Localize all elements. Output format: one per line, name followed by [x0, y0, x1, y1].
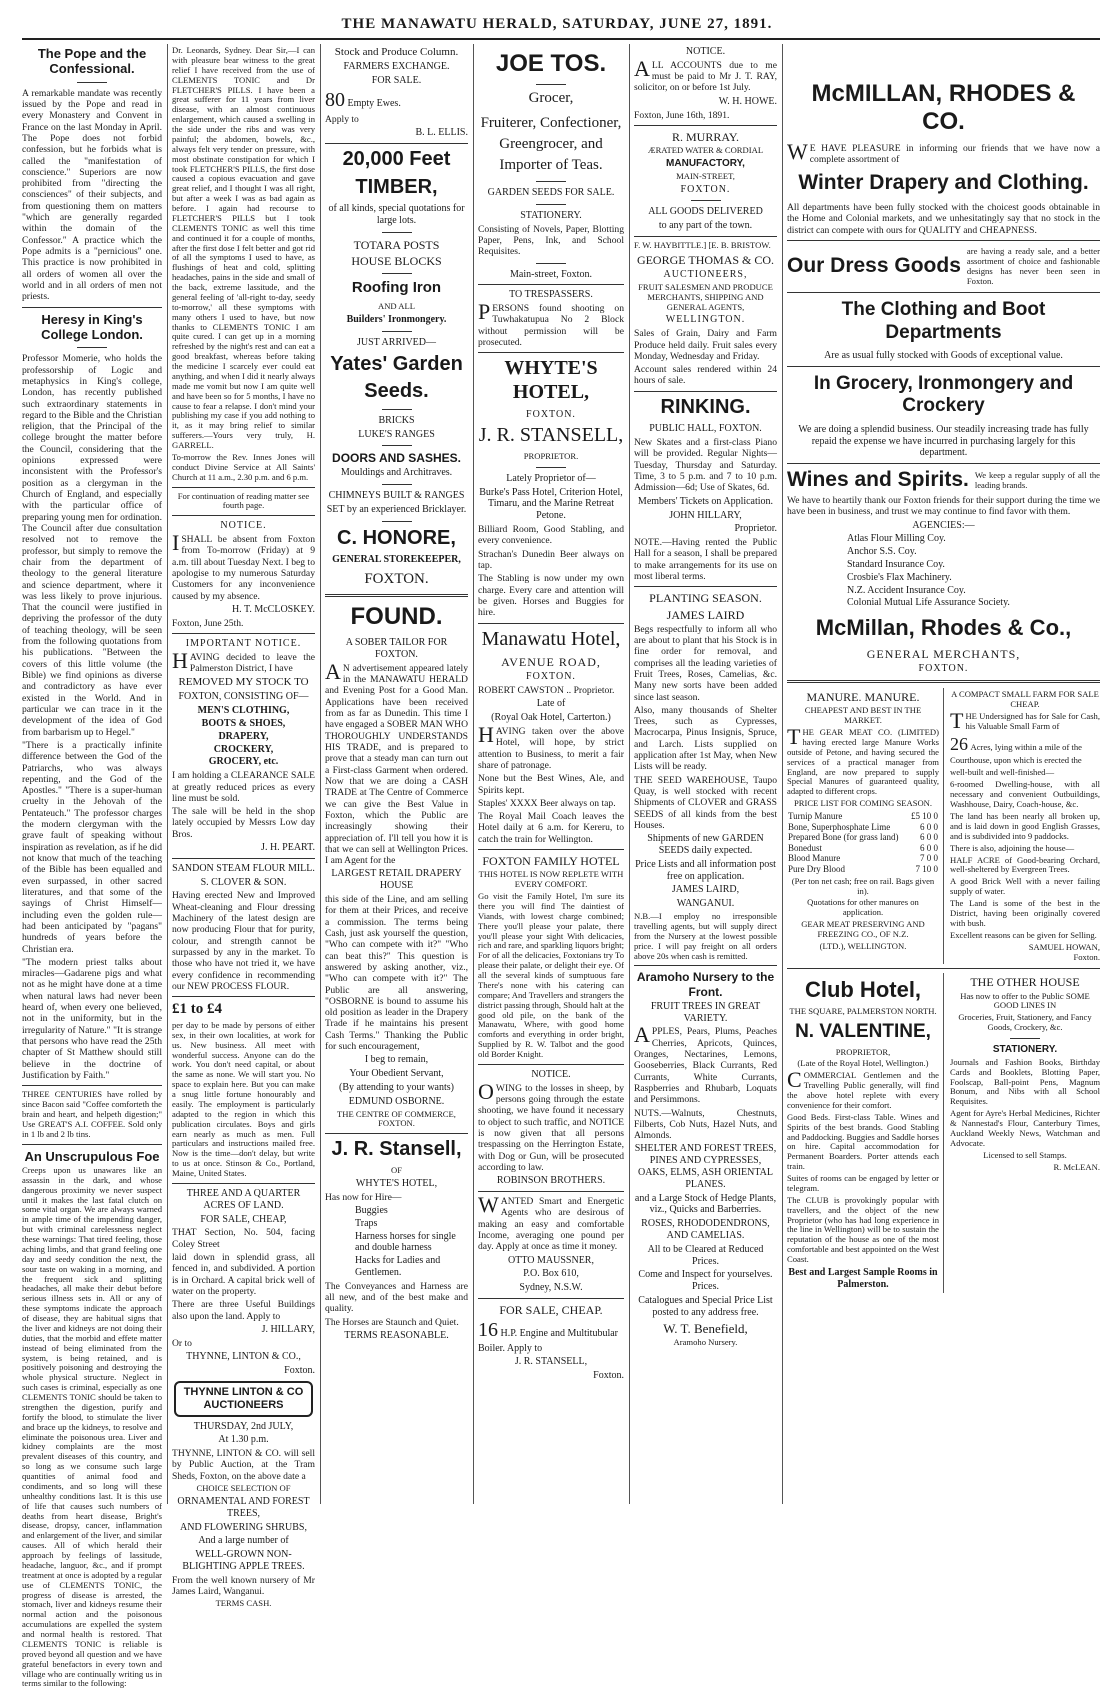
column-5: NOTICE. ALL ACCOUNTS due to me must be paid to Mr J. T. RAY, solicitor, on or before 1st July. W. H. HOWE. Foxton, June 16th, 1891. R. MURRAY. ÆRATED WATER & CORDIAL MANUFACTORY, MAIN-STREET, FOXTON. ALL GOODS DELIVERED to any part of the town. F. W. HAYBITTLE.] [E. B. BRISTOW. GEORGE THOMAS & CO. AUCTIONEERS, FRUIT SALESMEN AND PRODUCE MERCHANTS, SHIPPING AND GENERAL AGENTS, WELLINGTON. Sales of Grain, Dairy and Farm Produce held daily. Fruit sales every Monday, Wednesday and Friday. Account sales rendered within 24 hours of sale. RINKING. PUBLIC HALL, FOXTON. New Skates and a first-class Piano will be provided. Regular Nights—Tuesday, Thursday and Saturday. Time, 3 to 5 p.m. and 7 to 10 p.m. Admission—6d; Use of Skates, 6d. Members' Tickets on Application. JOHN HILLARY, Proprietor. NOTE.—Having rented the Public Hall for a season, I shall be prepared to make arrangements for its use on most liberal terms. PLANTING SEASON. JAMES LAIRD Begs respectfully to inform all who are about to plant that his Stock is in fine order for removal, and comprises all the leading varieties of Fruit Trees, Roses, Camelias, &c. Many new sorts have been added since last season. Also, many thousands of Shelter Trees, such as Cypresses, Macrocarpa, Pinus Insignis, Spruce, and Larch. Lists supplied on application after 1st May, when New Lists will be ready. THE SEED WAREHOUSE, Taupo Quay, is well stocked with recent Shipments of CLOVER and GRASS SEEDS of all kinds from the best Houses. Shipments of new GARDEN SEEDS daily expected. Price Lists and all information post free on application. JAMES LAIRD, WANGANUI. N.B.—I employ no irresponsible travelling agents, but will supply direct from the Nursery at the lowest possible price. I will pay freight on all orders above 20s when cash is remitted. Aramoho Nursery to the Front. FRUIT TREES IN GREAT VARIETY. APPLES, Pears, Plums, Peaches Cherries, Apricots, Quinces, Oranges, Nectarines, Lemons, Gooseberries, Black Currants, Red Currants, White Currants, Raspberries and Rhubarb, Loquats and Persimmons. NUTS.—Walnuts, Chestnuts, Filberts, Cob Nuts, Hazel Nuts, and Almonds. SHELTER AND FOREST TREES, PINES AND CYPRESSES, OAKS, ELMS, ASH ORIENTAL PLANES. and a Large Stock of Hedge Plants, viz., Quicks and Barberries. ROSES, RHODODENDRONS, AND CAMELIAS. All to be Cleared at Reduced Prices. Come and Inspect for yourselves. Prices. Catalogues and Special Price List posted to any address free. W. T. Benefield, Aramoho Nursery.	[634, 46, 777, 1347]
article-body: Creeps upon us unawares like an assassin in the dark, and whose dangerous proximity we never suspect until it makes the last fatal clutch on some vital organ. We are always warned in ample time of the impending danger, but with criminal carelessness neglect these warnings: That tired feeling, those aching limbs, and that grand feeling one day and seedy condition the next, the sour taste on waking in a morning, and the frequent sick and splitting headaches, all make their debut before serious illness sets in. All or any of these symptoms indicate the approach of disease, they are habitual signs that the liver and kidneys are not doing their duties, that the morbid and effete matter instead of being eliminated from the system, is being retained, and is positively poisoning and destroying the whole physical structure. Neglect in such cases is criminal, especially as one CLEMENTS TONIC should be taken to strengthen the digestion, purify and fortify the blood, to stimulate the liver and brace up the kidneys, to resolve and eliminate the poisonous urea. Liver and kidney complaints are the most prevalent diseases of this country, and so long as we consume such large quantities of animal food and condiments, and so long will these unhealthy conditions last. It is this use of life that causes such numbers of deaths from heart disease, Bright's disease, dropsy, cancer, inflammation and enlargement of the liver, and similar causes. All of which herald their approach by feelings of lassitude, headache, languor, &c., and if prompt treatment at once is adopted by a regular use of CLEMENTS TONIC, the progress of disease is arrested, the stomach, liver and kidneys resume their normal action and the poisonous accumulations are expelled the system and normal health is restored. That CLEMENTS TONIC is reliable is proved beyond all question and we have grateful benefactors in every town and village who are continually writing us in terms similar to the following:	[22, 1164, 162, 1689]
auctioneers-logo: THYNNE LINTON & CO AUCTIONEERS	[172, 1381, 315, 1417]
farm-ad: A COMPACT SMALL FARM FOR SALE CHEAP. THE Undersigned has for Sale for Cash, his Valuable Small Farm of 26 Acres, lying within a mile of the Courthouse, upon which is erected the well-built and well-finished— 6-roomed Dwelling-house, with all necessary and convenient Outbuildings, Washhouse, Dairy, Coach-house, &c. The land has been nearly all broken up, and is laid down in good English Grasses, and is subdivided into 9 paddocks. There is also, adjoining the house— HALF ACRE of Good-bearing Orchard, well-sheltered by Evergreen Trees. A good Brick Well with a never failing supply of water. The Land is some of the best in the District, having been originally covered with bush. Excellent reasons can be given for Selling. SAMUEL HOWAN, Foxton.	[950, 689, 1100, 963]
column-6: McMILLAN, RHODES & CO. WE HAVE PLEASURE in informing our friends that we have now a complete assortment of Winter Drapery and Clothing. All departments have been fully stocked with the choicest goods obtainable in the Home and Colonial markets, and we unhesitatingly say that no stock in the district can compete with ours for QUALITY and CHEAPNESS. Our Dress Goods are having a ready sale, and a better assortment of choice and fashionable designs has never been seen in Foxton. The Clothing and Boot Departments Are as usual fully stocked with Goods of exceptional value. In Grocery, Ironmongery and Crockery We are doing a splendid business. Our steadily increasing trade has fully repaid the expense we have incurred in purchasing largely for this department. Wines and Spirits. We keep a regular supply of all the leading brands. We have to heartily thank our Foxton friends for their support during the time we have been in business, and trust we may continue to find favor with them. AGENCIES:— Atlas Flour Milling Coy. Anchor S.S. Coy. Standard Insurance Coy. Crosbie's Flax Machinery. N.Z. Accident Insurance Coy. Colonial Mutual Life Assurance Society. McMillan, Rhodes & Co., GENERAL MERCHANTS, FOXTON. MANURE. MANURE. CHEAPEST AND BEST IN THE MARKET. THE GEAR MEAT CO. (LIMITED) having erected large Manure Works outside of Petone, and having secured the services of a practical manager from England, are now prepared to supply Special Manures of guaranteed quality, adapted to different crops. PRICE LIST FOR COMING SEASON. Turnip Manure £5 10 0 Bone, Superphosphate Lime 6 0 0 Prepared Bone (for grass land) 6 0 0 Bonedust 6 0 0 Blood Manure 7 0 0 Pure Dry Blood 7 10 0 (Per ton net cash; free on rail. Bags given in). Quotations for other manures on application. GEAR MEAT PRESERVING AND FREEZING CO., OF N.Z. (LTD.), WELLINGTON. A COMPACT SMALL FARM FOR SALE CHEAP. THE Undersigned has for Sale for Cash, his Valuable Small Farm of 26 Acres, lying within a mile of the Courthouse, upon which is erected the well-built and well-finished— 6-roomed Dwelling-house, with all necessary and convenient Outbuildings, Washhouse, Dairy, Coach-house, &c. The land has been nearly all broken up, and is laid down in good English Grasses, and is subdivided into 9 paddocks. There is also, adjoining the house— HALF ACRE of Good-bearing Orchard, well-sheltered by Evergreen Trees. A good Brick Well with a never failing supply of water. The Land is some of the best in the District, having been originally covered with bush. Excellent reasons can be given for Selling. SAMUEL HOWAN, Foxton. Club Hotel, THE SQUARE, PALMERSTON NORTH. N. VALENTINE, PROPRIETOR, (Late of the Royal Hotel, Wellington.) COMMERCIAL Gentlemen and the Travelling Public generally, will find the above hotel replete with every convenience for their comfort. Good Beds. First-class Table. Wines and Spirits of the best brands. Good Stabling and Paddocking. Buggies and Saddle horses on hire. Capital accommodation for Permanent Boarders. Porter attends each train. Suites of rooms can be engaged by letter or telegram. The CLUB is provokingly popular with travellers, and the object of the new Proprietor (who has had long experience in the line in Wellington) will be to sustain the reputation of the house as one of the most comfortable and best appointed on the West Coast. Best and Largest Sample Rooms in Palmerston. THE OTHER HOUSE Has now to offer to the Public SOME GOOD LINES IN Groceries, Fruit, Stationery, and Fancy Goods, Crockery, &c. STATIONERY. Journals and Fashion Books, Birthday Cards and Booklets, Blotting Paper, Foolscap, Ball-point Pens, Magnum Bonum, and Nibs with all School Requisites. Agent for Ayre's Herbal Medicines, Richter & Nannestad's Flour, Canterbury Times, Auckland Weekly News, Watchman and Advocate. Licensed to sell Stamps. R. McLEAN.	[787, 44, 1100, 1504]
article-body: "The modern priest talks about miracles—Gadarene pigs and what not as he might have done at a time when natural laws had never been heard of, when every one believed, not in the uniformity, but in the irregularity of Nature." "It is strange that persons who have read the 25th chapter of St Matthew should still believe in the doctrine of Justification by Faith."	[22, 956, 162, 1081]
church-notice: To-morrow the Rev. Innes Jones will conduct Divine Service at All Saints' Church at 11 a.m., 2.30 p.m. and 6 p.m.	[172, 451, 315, 482]
column-divider	[320, 44, 321, 1504]
column-3: Stock and Produce Column. FARMERS EXCHANGE. FOR SALE. 80 Empty Ewes. Apply to B. L. ELLIS. 20,000 Feet TIMBER, of all kinds, special quotations for large lots. TOTARA POSTS HOUSE BLOCKS Roofing Iron AND ALL Builders' Ironmongery. JUST ARRIVED— Yates' Garden Seeds. BRICKS LUKE'S RANGES DOORS AND SASHES. Mouldings and Architraves. CHIMNEYS BUILT & RANGES SET by an experienced Bricklayer. C. HONORE, GENERAL STOREKEEPER, FOXTON. FOUND. A SOBER TAILOR FOR FOXTON. AN advertisement appeared lately in the MANAWATU HERALD and Evening Post for a Good Man. Applications have been received from as far as Dunedin. This time I have engaged a SOBER MAN WHO THOROUGHLY UNDERSTANDS HIS TRADE, and is prepared to prove that a steady man can turn out a First-class Garment when ordered. Now that we are doing a CASH TRADE at The Centre of Commerce we can give the Best Value in Foxton, which the Public are increasingly showing their appreciation of. I'll tell you how it is that we can sell at Wellington Prices. I am Agent for the LARGEST RETAIL DRAPERY HOUSE this side of the Line, and am selling for them at their Prices, and receive a commission. The terms being Cash, just ask yourself the question, "Who can compete with it?" "Who can beat this?" This question is answered by asking another, viz., "Who can compete with it?" The Public are all answering, "OSBORNE is bound to assume his old position as leader in the Drapery Trade if he maintains his present Cash Terms." Thanking the Public for such encouragement, I beg to remain, Your Obedient Servant, (By attending to your wants) EDMUND OSBORNE. THE CENTRE OF COMMERCE, FOXTON. J. R. Stansell, OF WHYTE'S HOTEL, Has now for Hire— Buggies Traps Harness horses for single and double harness Hacks for Ladies and Gentlemen. The Conveyances and Harness are all new, and of the best make and quality. The Horses are Staunch and Quiet. TERMS REASONABLE.	[325, 46, 468, 1341]
column-divider	[782, 44, 783, 1504]
column-divider	[629, 44, 630, 1504]
masthead	[0, 0, 1114, 40]
article-body: A remarkable mandate was recently issued by the Pope and read in every Monastery and Convent in France on the last Monday in April. The Pope does not forbid confession, but he forbids what is called the "manifestation of conscience." Superiors are now prohibited from "directing the consciences" of their subjects, and from questioning them on matters "which are generally regarded within the domain of the Confessor." A practice which the Pope admits is a "pernicious" one. This practice is now prohibited in all orders of women all over the world and in all orders of men not priests.	[22, 87, 162, 303]
notice-title: IMPORTANT NOTICE.	[185, 638, 302, 650]
column-1	[22, 44, 162, 1689]
stock-list: MEN'S CLOTHING, BOOTS & SHOES, DRAPERY, CROCKERY, GROCERY, etc.	[197, 705, 290, 768]
column-2: Dr. Leonards, Sydney. Dear Sir,—I can with pleasure bear witness to the great relief I have received from the use of CLEMENTS TONIC and Dr FLETCHER'S PILLS. I have been a great sufferer for 11 years from liver disease, with an almost continuous enlargement, which caused a swelling in the side under the ribs and was very painful; the abdomen, bowels, &c., always felt very tender on pressure, with most obstinate constipation for which I took FLETCHER'S PILLS, the first dose caused a copious evacuation and gave great relief, and I thought I was all right, but after a week I was as bad again as before. I again had recourse to FLETCHER'S PILLS but I took CLEMENTS TONIC as well this time and continued it for a couple of months, after the first dose I felt better and got rid of all the symptoms I used to have, as flushings of heat and cold, splitting headaches, pains in the side and small of the back, extreme lassitude, and the general feeling of 'all-right to-day, seedy to-morrow,' all these symptoms with many others I used to have, but now thanks to CLEMENTS TONIC I am quite cured. I can get up in a morning refreshed by the night's rest and can eat a good breakfast, whereas before taking the medicine I scarcely ever could eat anything, and when I did it nearly always made me vomit but now I am quite well and have been so for 5 months, I have no cause to fear a relapse. I don't mind your publishing my case if you add nothing to it, as it may bring relief to similar sufferers.—Yours very truly, H. GARRELL. To-morrow the Rev. Innes Jones will conduct Divine Service at All Saints' Church at 11 a.m., 2.30 p.m. and 6 p.m. For continuation of reading matter see fourth page. NOTICE. ISHALL be absent from Foxton from To-morrow (Friday) at 9 a.m. till about Tuesday Next. I beg to apologise to my numerous Saturday Customers for any inconvenience caused by my absence. H. T. McCLOSKEY. Foxton, June 25th. IMPORTANT NOTICE. HAVING decided to leave the Palmerston District, I have REMOVED MY STOCK TO FOXTON, CONSISTING OF— MEN'S CLOTHING, BOOTS & SHOES, DRAPERY, CROCKERY, GROCERY, etc. I am holding a CLEARANCE SALE at greatly reduced prices as every line must be sold. The sale will be held in the shop lately occupied by Messrs Low day Bros. J. H. PEART. SANDON STEAM FLOUR MILL. S. CLOVER & SON. Having erected New and Improved Wheat-cleaning and Flour dressing Machinery of the latest design are now producing Flour that for purity, colour, and strength cannot be surpassed by any in the market. To those who have not tried it, we have every confidence in recommending our NEW PROCESS FLOUR. £1 to £4 per day to be made by persons of either sex, in their own localities, at work for us. New business. All meet with wonderful success. Anyone can do the work. You don't need capital, or about the same as none. We will start you. No space to explain here. But you can make a snug little fortune honourably and easily. The employment is particularly adapted to the region in which this publication circulates. Boys and girls earn nearly as much as men. Full particulars and instructions mailed free. Now is the time—don't delay, but write to us at once. Stinson & Co., Portland, Maine, United States. THREE AND A QUARTER ACRES OF LAND. FOR SALE, CHEAP, THAT Section, No. 504, facing Coley Street laid down in splendid grass, all fenced in, and subdivided. A portion is in Orchard. A capital brick well of water on the property. There are three Useful Buildings also upon the land. Apply to J. HILLARY, Or to THYNNE, LINTON & CO., Foxton. THYNNE LINTON & CO AUCTIONEERS THURSDAY, 2nd JULY, At 1.30 p.m. THYNNE, LINTON & CO. will sell by Public Auction, at the Tram Sheds, Foxton, on the above date a CHOICE SELECTION OF ORNAMENTAL AND FOREST TREES, AND FLOWERING SHRUBS, And a large number of WELL-GROWN NON-BLIGHTING APPLE TREES. From the well known nursery of Mr James Laird, Wanganui. TERMS CASH.	[172, 45, 315, 1609]
article-body: "There is a practically infinite difference between the God of the Patriarchs, who was always repenting, and the God of the Apostles." "There is a super-human cruelty in the Jehovah of the Pentateuch." The professor charges the modern clergyman with the grave fault of speaking without inspiration as revelation, as if he did not know that much of the teaching of the Bible has been equalled and even surpassed, in other sacred literatures, and that some of the sayings of Christ Himself—including even the golden rule—had been anticipated by "pagans" hundreds of years before the Christian era.	[22, 739, 162, 955]
testimonial: Dr. Leonards, Sydney. Dear Sir,—I can with pleasure bear witness to the great relief I have received from the use of CLEMENTS TONIC and Dr FLETCHER'S PILLS. I have been a great sufferer for 11 years from liver disease, with an almost continuous enlargement, which caused a swelling in the side under the ribs and was very painful; the abdomen, bowels, &c., always felt very tender on pressure, with most obstinate constipation for which I took FLETCHER'S PILLS, the first dose caused a copious evacuation and gave great relief, and I thought I was all right, but after a week I was as bad again as before. I again had recourse to FLETCHER'S PILLS but I took CLEMENTS TONIC as well this time and continued it for a couple of months, after the first dose I felt better and got rid of all the symptoms I used to have, as flushings of heat and cold, splitting headaches, pains in the side and small of the back, extreme lassitude, and the general feeling of 'all-right to-day, seedy to-morrow,' all these symptoms with many others I used to have, but now thanks to CLEMENTS TONIC I am quite cured. I can get up in a morning refreshed by the night's rest and can eat a good breakfast, whereas before taking the medicine I scarcely ever could eat anything, and when I did it nearly always made me vomit but now I am quite well and have been so for 5 months, I have no cause to fear a relapse. I don't mind your publishing my case if you add nothing to it, as it may bring relief to similar sufferers.—Yours very truly, H. GARRELL.	[172, 45, 315, 450]
continuation-note: For continuation of reading matter see fourth page.	[177, 490, 310, 511]
masthead-rule	[22, 38, 1100, 40]
agencies-list: Atlas Flour Milling Coy. Anchor S.S. Coy. Standard Insurance Coy. Crosbie's Flax Machinery. N.Z. Accident Insurance Coy. Colonial Mutual Life Assurance Society.	[847, 533, 1010, 609]
manure-ad: MANURE. MANURE. CHEAPEST AND BEST IN THE MARKET. THE GEAR MEAT CO. (LIMITED) having erected large Manure Works outside of Petone, and having secured the services of a practical manager from England, are now prepared to supply Special Manures of guaranteed quality, adapted to different crops. PRICE LIST FOR COMING SEASON. Turnip Manure £5 10 0 Bone, Superphosphate Lime 6 0 0 Prepared Bone (for grass land) 6 0 0 Bonedust 6 0 0 Blood Manure 7 0 0 Pure Dry Blood 7 10 0 (Per ton net cash; free on rail. Bags given in). Quotations for other manures on application. GEAR MEAT PRESERVING AND FREEZING CO., OF N.Z. (LTD.), WELLINGTON.	[787, 688, 944, 964]
article-body: Professor Momerie, who holds the professorship of Logic and metaphysics in King's college, London, has recently published such extraordinary statements in regard to the Bible and the Christian religion, that the Principal of the college brought the matter before the Council, considering that the opinions expressed were inconsistent with the Professor's position as a clergyman in the Church of England, and especially with the particular office of preparing young men for ordination. The Council after due consultation resolved not to remove the professor, but simply to remove the chair from the department of theology to the general literature and science department, where it was less likely to prove injurious. That the council were justified in depriving the professor of the duty of teaching theology, will be seen from the following quotations from his publications. "Between the covers of this little volume (the Bible) we find opinions as diverse and contradictory as have ever existed in the World. And in particular we can trace in it the development of the idea of God from barbarism up to Hegel."	[22, 353, 162, 738]
notice-body: ISHALL be absent from Foxton from To-morrow (Friday) at 9 a.m. till about Tuesday Next. I beg to apologise to my numerous Saturday Customers for any inconvenience caused by my absence.	[172, 530, 315, 602]
price-table: Turnip Manure £5 10 0 Bone, Superphosphate Lime 6 0 0 Prepared Bone (for grass land) 6 0 0 Bonedust 6 0 0 Blood Manure 7 0 0 Pure Dry Blood 7 10 0	[788, 811, 938, 875]
column-divider	[473, 44, 474, 1504]
article-title: The Pope and the Confessional.	[37, 46, 147, 77]
other-house-ad: THE OTHER HOUSE Has now to offer to the Public SOME GOOD LINES IN Groceries, Fruit, Stationery, and Fancy Goods, Crockery, &c. STATIONERY. Journals and Fashion Books, Birthday Cards and Booklets, Blotting Paper, Foolscap, Ball-point Pens, Magnum Bonum, and Nibs with all School Requisites. Agent for Ayre's Herbal Medicines, Richter & Nannestad's Flour, Canterbury Times, Auckland Weekly News, Watchman and Advocate. Licensed to sell Stamps. R. McLEAN.	[950, 975, 1100, 1172]
coffee-ad: THREE CENTURIES have rolled by since Bacon said "Coffee comforteth the brain and heart, and helpeth digestion;" Use GREAT'S A.I. COFFEE. Sold only in 1 lb and 2 lb tins.	[22, 1089, 162, 1139]
article-title: Heresy in King's College London.	[41, 311, 143, 342]
column-4: JOE TOS. Grocer, Fruiterer, Confectioner, Greengrocer, and Importer of Teas. GARDEN SEEDS FOR SALE. STATIONERY. Consisting of Novels, Paper, Blotting Paper, Pens, Ink, and School Requisites. Main-street, Foxton. TO TRESPASSERS. PERSONS found shooting on Tuwhakatupua No 2 Block without permission will be prosecuted. WHYTE'S HOTEL, FOXTON. J. R. STANSELL, PROPRIETOR. Lately Proprietor of— Burke's Pass Hotel, Criterion Hotel, Timaru, and the Marine Retreat Petone. Billiard Room, Good Stabling, and every convenience. Strachan's Dunedin Beer always on tap. The Stabling is now under my own charge. Every care and attention will be given. Horses and Buggies for hire. Manawatu Hotel, AVENUE ROAD, FOXTON. ROBERT CAWSTON .. Proprietor. Late of (Royal Oak Hotel, Carterton.) HAVING taken over the above Hotel, will hope, by strict attention to Business, to merit a fair share of patronage. None but the Best Wines, Ale, and Spirits kept. Staples' XXXX Beer always on tap. The Royal Mail Coach leaves the Hotel daily at 6 a.m. for Kereru, to catch the train for Wellington. FOXTON FAMILY HOTEL THIS HOTEL IS NOW REPLETE WITH EVERY COMFORT. Go visit the Family Hotel, I'm sure its there you will find The daintiest of Viands, with lowest charge combined; There you'll please your palate, there you'll please your sight With delicacies, rich and rare, and sparkling liquors bright; For of all the delicacies, Foxtonians try To please their palate, or delight their eye. Of all the several kinds of sumptuous fare There's none with his catering can compare; And Travellers and strangers the district passing through, Should halt at the good old pile, on the bank of the Manawatu, Where, with good home comforts and everything in order bright, Supplied by R. W. Talbot and the good old Border Knight. NOTICE. OWING to the losses in sheep, by persons going through the estate shooting, we have found it necessary to object to such traffic, and NOTICE is now given that all persons trespassing on the Herrington Estate, with Dog or Gun, will be prosecuted according to law. ROBINSON BROTHERS. WANTED Smart and Energetic Agents who are desirous of making an easy and comfortable Income, averaging one pound per day. Apply at once as time it money. OTTO MAUSSNER, P.O. Box 610, Sydney, N.S.W. FOR SALE, CHEAP. 16 H.P. Engine and Multitubular Boiler. Apply to J. R. STANSELL, Foxton.	[478, 50, 624, 1382]
notice-title: NOTICE.	[220, 520, 267, 532]
column-divider	[167, 44, 168, 1504]
article-title: An Unscrupulous Foe	[24, 1148, 160, 1164]
masthead-title: THE MANAWATU HERALD, SATURDAY, JUNE 27, 1891.	[341, 16, 773, 32]
club-hotel-ad: Club Hotel, THE SQUARE, PALMERSTON NORTH. N. VALENTINE, PROPRIETOR, (Late of the Royal Hotel, Wellington.) COMMERCIAL Gentlemen and the Travelling Public generally, will find the above hotel replete with every convenience for their comfort. Good Beds. First-class Table. Wines and Spirits of the best brands. Good Stabling and Paddocking. Buggies and Saddle horses on hire. Capital accommodation for Permanent Boarders. Porter attends each train. Suites of rooms can be engaged by letter or telegram. The CLUB is provokingly popular with travellers, and the object of the new Proprietor (who has had long experience in the line in Wellington) will be to sustain the reputation of the house as one of the most comfortable and best appointed on the West Coast. Best and Largest Sample Rooms in Palmerston.	[787, 973, 944, 1292]
